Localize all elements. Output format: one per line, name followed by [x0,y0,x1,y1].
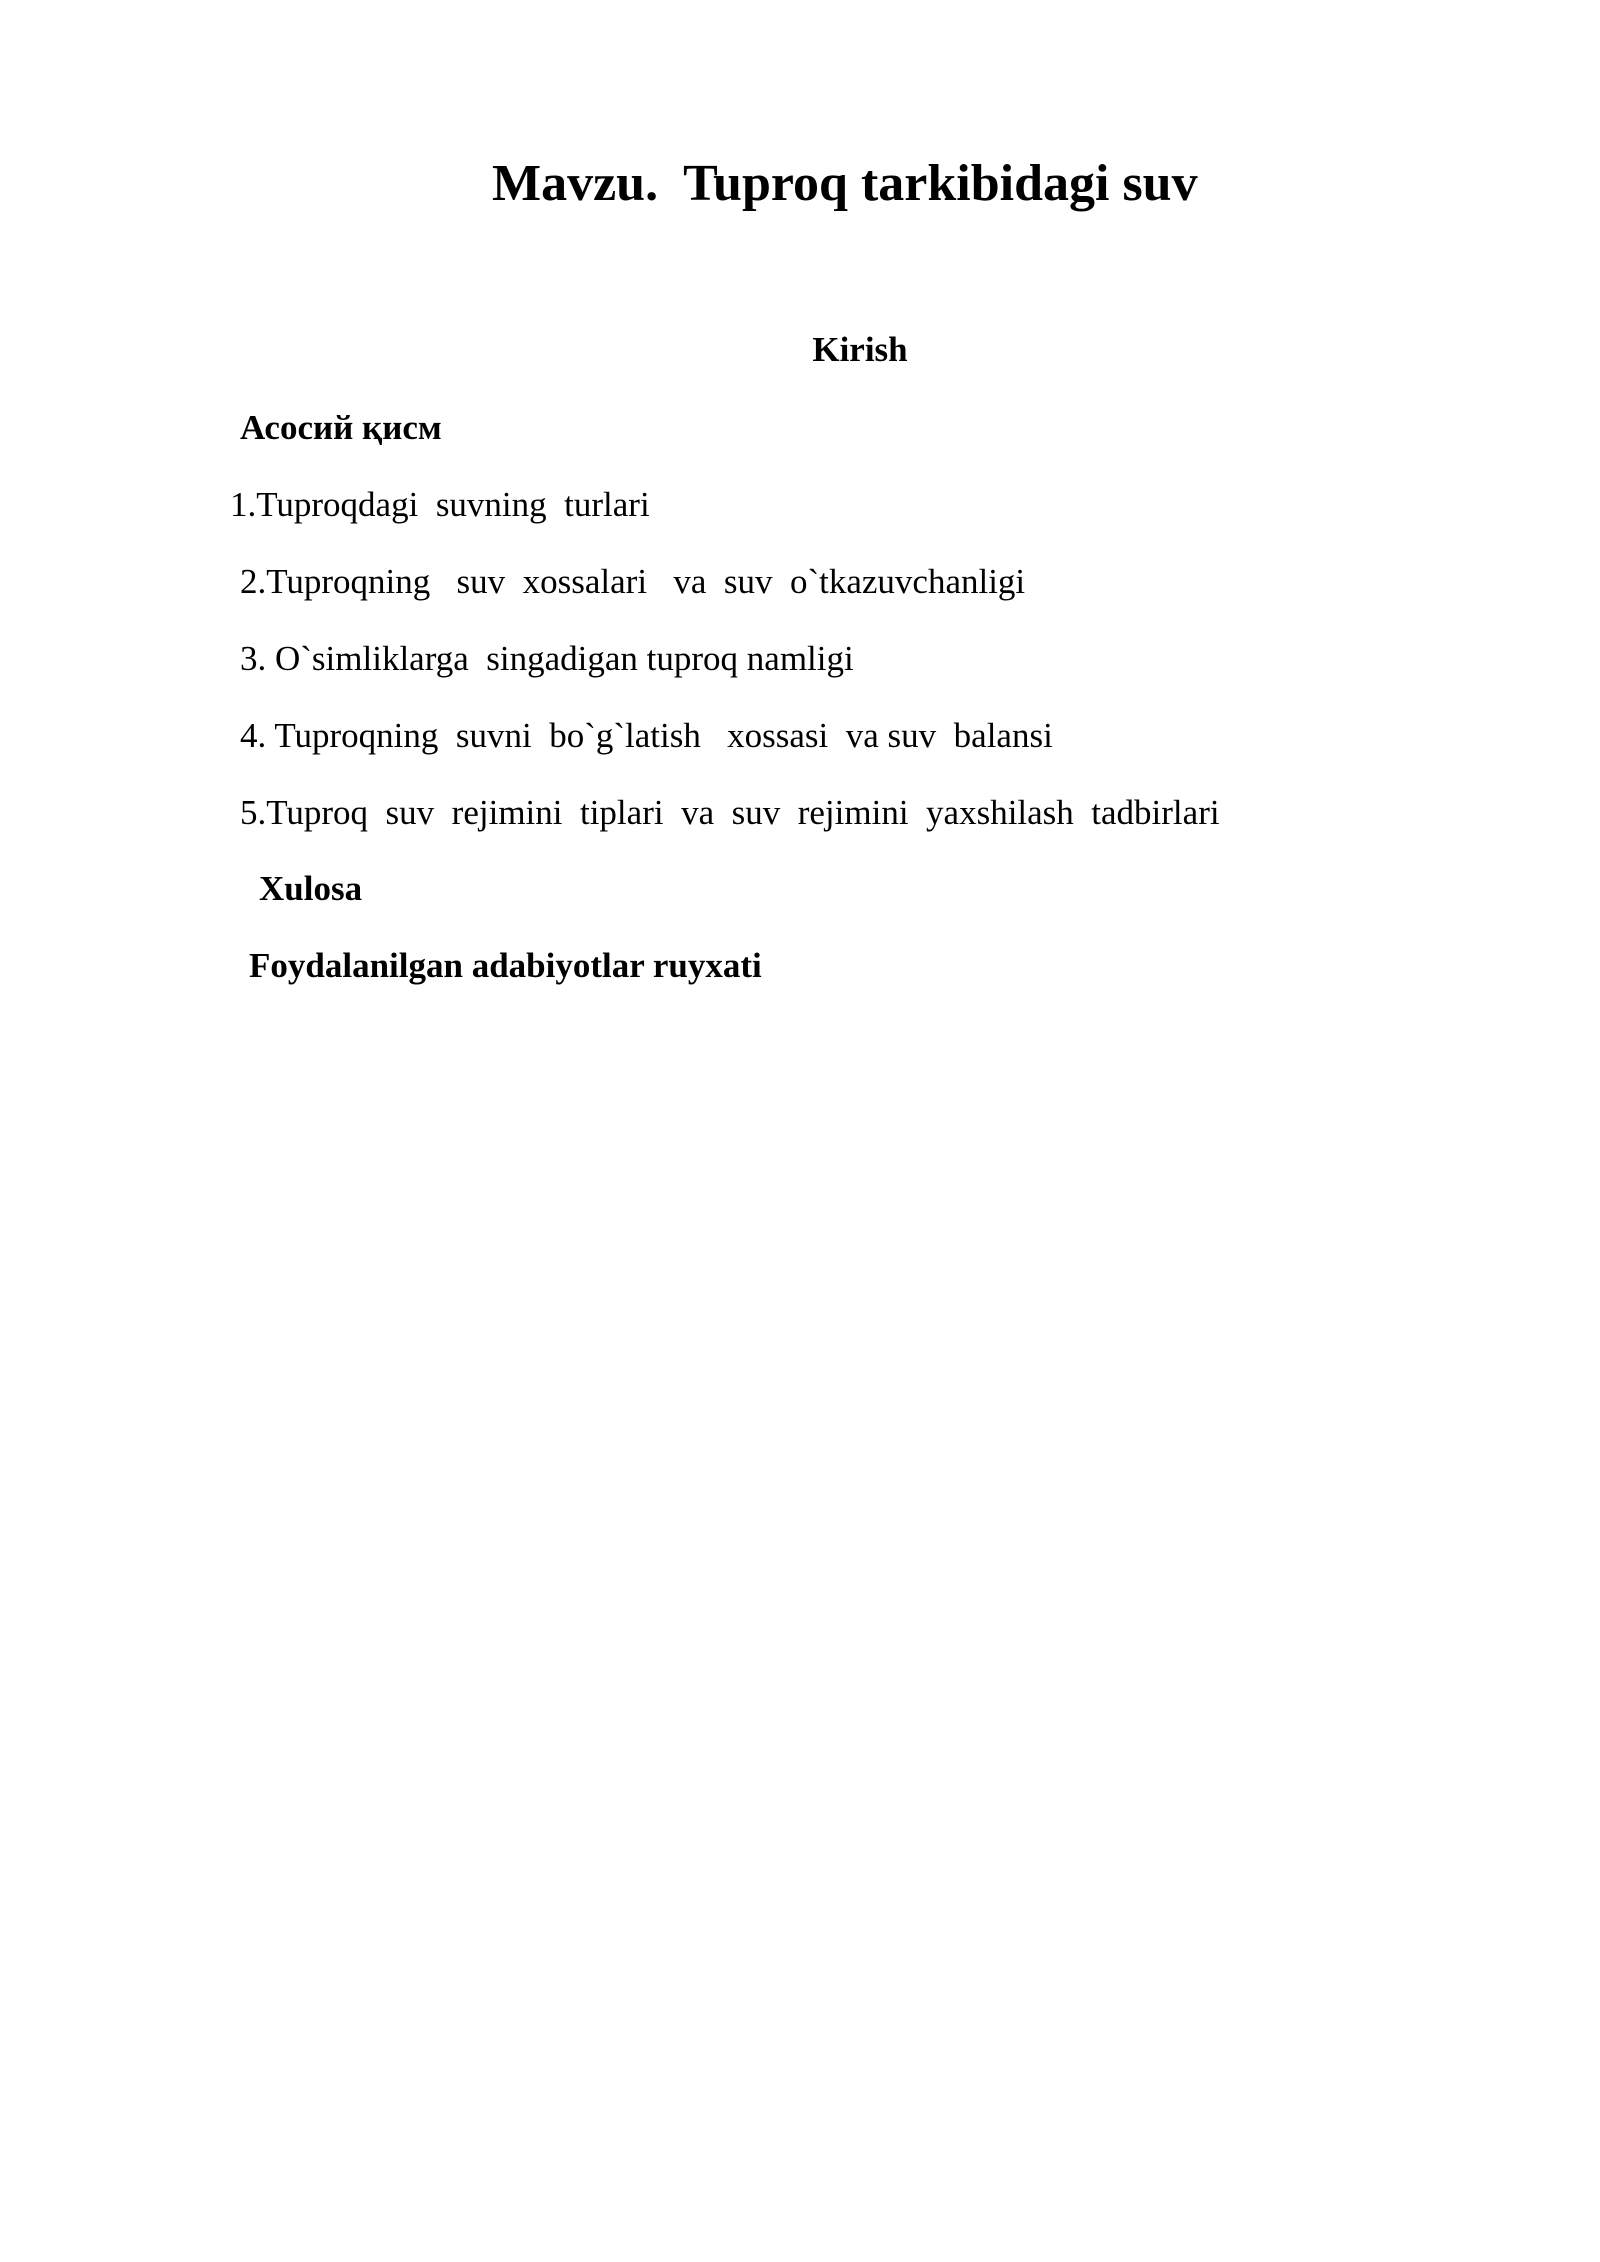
toc-item-3: 3. O`simliklarga singadigan tuproq namligi [240,639,854,678]
toc-item-4: 4. Tuproqning suvni bo`g`latish xossasi va suv balansi [240,716,1053,755]
conclusion-heading: Xulosa [259,869,363,908]
intro-heading: Kirish [812,330,908,369]
toc-item-2: 2.Tuproqning suv xossalari va suv o`tkazuvchanligi [240,562,1026,601]
main-part-heading: Асосий қисм [240,408,442,447]
references-heading: Foydalanilgan adabiyotlar ruyxati [249,946,762,985]
toc-item-5: 5.Tuproq suv rejimini tiplari va suv rejimini yaxshilash tadbirlari [240,793,1220,832]
toc-item-1: 1.Tuproqdagi suvning turlari [230,485,650,524]
document-title: Mavzu. Tuproq tarkibidagi suv [492,155,1198,212]
